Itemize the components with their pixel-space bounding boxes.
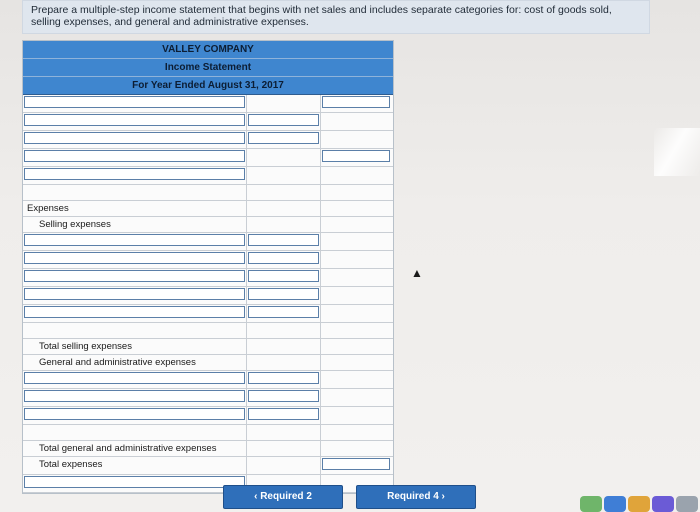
account-input[interactable] (24, 270, 245, 282)
table-row (23, 217, 393, 233)
amount-input[interactable] (248, 306, 319, 318)
prev-required-button[interactable] (223, 485, 343, 509)
statement-period: For Year Ended August 31, 2017 (23, 77, 393, 95)
amount-input[interactable] (248, 390, 319, 402)
account-input[interactable] (24, 390, 245, 402)
chevron-left-icon: ‹ (254, 491, 261, 502)
table-row (23, 269, 393, 287)
instruction-text: Prepare a multiple-step income statement that begins with net sales and includes separate categories for: cost of goods sold, selling expenses, and general and administrative expenses. (22, 0, 650, 34)
amount-input[interactable] (248, 132, 319, 144)
table-row (23, 355, 393, 371)
account-input[interactable] (24, 168, 245, 180)
selling-expenses-label: Selling expenses (23, 217, 247, 232)
screen-glare (654, 128, 700, 176)
table-row (23, 457, 393, 475)
account-input[interactable] (24, 132, 245, 144)
table-row (23, 131, 393, 149)
amount-input[interactable] (248, 372, 319, 384)
table-row (23, 339, 393, 355)
account-input[interactable] (24, 96, 245, 108)
table-row (23, 149, 393, 167)
amount-input[interactable] (248, 270, 319, 282)
account-input[interactable] (24, 476, 245, 488)
dock-bar (540, 494, 700, 512)
amount-input[interactable] (248, 408, 319, 420)
table-row (23, 425, 393, 441)
next-required-button[interactable] (356, 485, 476, 509)
amount-input[interactable] (322, 96, 390, 108)
mouse-cursor-icon: ▲ (411, 266, 423, 280)
table-row (23, 407, 393, 425)
table-row (23, 287, 393, 305)
account-input[interactable] (24, 372, 245, 384)
table-row (23, 185, 393, 201)
chevron-right-icon: › (438, 491, 445, 502)
app-icon[interactable] (580, 496, 602, 512)
account-input[interactable] (24, 408, 245, 420)
account-input[interactable] (24, 114, 245, 126)
account-input[interactable] (24, 150, 245, 162)
app-icon[interactable] (652, 496, 674, 512)
amount-input[interactable] (248, 252, 319, 264)
amount-input[interactable] (248, 288, 319, 300)
ga-expenses-label: General and administrative expenses (23, 355, 247, 370)
table-row (23, 371, 393, 389)
amount-input[interactable] (248, 234, 319, 246)
statement-title: Income Statement (23, 59, 393, 77)
total-selling-label: Total selling expenses (23, 339, 247, 354)
table-row (23, 113, 393, 131)
account-input[interactable] (24, 234, 245, 246)
app-icon[interactable] (628, 496, 650, 512)
amount-input[interactable] (248, 114, 319, 126)
total-ga-label: Total general and administrative expenses (23, 441, 247, 456)
table-row (23, 323, 393, 339)
next-label: Required 4 (387, 491, 439, 502)
table-row (23, 167, 393, 185)
table-row (23, 389, 393, 407)
amount-input[interactable] (322, 458, 390, 470)
table-row (23, 441, 393, 457)
table-row (23, 251, 393, 269)
total-expenses-label: Total expenses (23, 457, 247, 474)
account-input[interactable] (24, 288, 245, 300)
app-icon[interactable] (604, 496, 626, 512)
account-input[interactable] (24, 306, 245, 318)
table-row (23, 305, 393, 323)
company-name: VALLEY COMPANY (23, 41, 393, 59)
table-row (23, 233, 393, 251)
amount-input[interactable] (322, 150, 390, 162)
expenses-label: Expenses (23, 201, 247, 216)
account-input[interactable] (24, 252, 245, 264)
app-icon[interactable] (676, 496, 698, 512)
table-row (23, 95, 393, 113)
income-statement-table (22, 40, 394, 494)
table-row (23, 201, 393, 217)
prev-label: Required 2 (260, 491, 312, 502)
